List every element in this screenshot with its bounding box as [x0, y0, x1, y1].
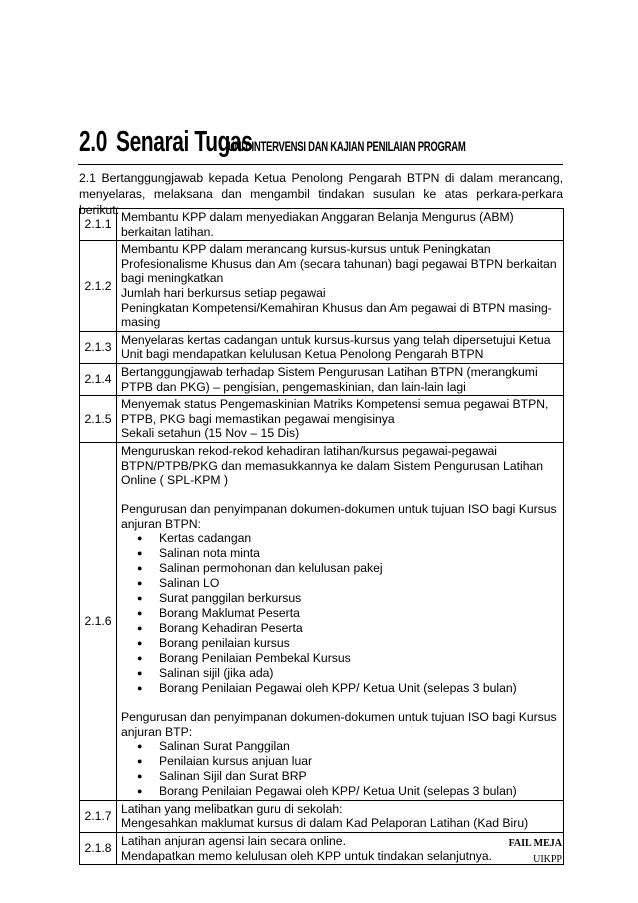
- list-item: ● Salinan nota minta: [137, 546, 561, 561]
- task-line: Membantu KPP dalam merancang kursus-kursus untuk Peningkatan Profesionalisme Khusus dan Am (secara tahunan) bagi pegawai BTPN berkaitan bagi meningkatkan: [121, 242, 557, 286]
- task-line: Pengurusan dan penyimpanan dokumen-dokumen untuk tujuan ISO bagi Kursus anjuran BTPN:: [121, 502, 557, 531]
- list-item: ● Salinan Surat Panggilan: [137, 739, 561, 754]
- task-description: [117, 833, 564, 865]
- task-number: 2.1.5: [80, 396, 117, 443]
- task-line: Membantu KPP dalam menyediakan Anggaran Belanja Mengurus (ABM) berkaitan latihan.: [121, 210, 514, 239]
- task-number: 2.1.4: [80, 363, 117, 395]
- table-row: [80, 209, 564, 241]
- list-item: ● Surat panggilan berkursus: [137, 591, 561, 606]
- task-number: 2.1.7: [80, 800, 117, 832]
- task-line: Menyelaras kertas cadangan untuk kursus-kursus yang telah dipersetujui Ketua Unit bagi mendapatkan kelulusan Ketua Penolong Pengarah BTPN: [121, 332, 551, 362]
- list-item: ● Borang penilaian kursus: [137, 636, 561, 651]
- list-item: ● Borang Kehadiran Peserta: [137, 621, 561, 636]
- task-table: [79, 208, 564, 865]
- task-number: 2.1.2: [80, 241, 117, 332]
- list-item: ● Borang Penilaian Pembekal Kursus: [137, 651, 561, 666]
- section-number: 2.0: [79, 126, 107, 158]
- task-description: [117, 396, 564, 443]
- list-item: ● Salinan LO: [137, 576, 561, 591]
- list-item: ● Salinan permohonan dan kelulusan pakej: [137, 561, 561, 576]
- unit-name: UNIT INTERVENSI DAN KAJIAN PENILAIAN PROGRAM: [228, 138, 466, 154]
- list-item: ● Borang Penilaian Pegawai oleh KPP/ Ketua Unit (selepas 3 bulan): [137, 681, 561, 696]
- table-row: [80, 442, 564, 800]
- table-row: [80, 396, 564, 443]
- list-item: ● Borang Penilaian Pegawai oleh KPP/ Ketua Unit (selepas 3 bulan): [137, 784, 561, 799]
- task-description: [117, 209, 564, 241]
- task-number: 2.1.6: [80, 442, 117, 800]
- task-description: [117, 442, 564, 800]
- task-line: Bertanggungjawab terhadap Sistem Pengurusan Latihan BTPN (merangkumi PTPB dan PKG) – pengisian, pengemaskinian, dan lain-lain lagi: [121, 364, 538, 394]
- task-number: 2.1.8: [80, 833, 117, 865]
- section-title: Senarai Tugas: [116, 126, 253, 158]
- list-item: ● Borang Maklumat Peserta: [137, 606, 561, 621]
- table-row: [80, 241, 564, 332]
- task-description: [117, 800, 564, 832]
- task-number: 2.1.3: [80, 331, 117, 363]
- footer-unit-label: UIKPP: [533, 854, 562, 865]
- btp-document-list: [121, 739, 561, 799]
- btpn-document-list: [121, 531, 561, 695]
- task-line: Mengesahkan maklumat kursus di dalam Kad Pelaporan Latihan (Kad Biru): [121, 816, 529, 831]
- task-line: Mendapatkan memo kelulusan oleh KPP untuk tindakan selanjutnya.: [121, 848, 493, 863]
- section-heading: [78, 126, 563, 165]
- task-description: [117, 331, 564, 363]
- list-item: ● Salinan sijil (jika ada): [137, 666, 561, 681]
- task-line: Sekali setahun (15 Nov – 15 Dis): [121, 426, 300, 441]
- task-line: Latihan anjuran agensi lain secara online.: [121, 834, 346, 849]
- task-line: Pengurusan dan penyimpanan dokumen-dokumen untuk tujuan ISO bagi Kursus anjuran BTP:: [121, 710, 557, 739]
- table-row: [80, 331, 564, 363]
- task-description: [117, 241, 564, 332]
- task-line: Peningkatan Kompetensi/Kemahiran Khusus dan Am pegawai di BTPN masing-masing: [121, 300, 552, 330]
- table-row: [80, 800, 564, 832]
- table-row: [80, 363, 564, 395]
- intro-paragraph: 2.1 Bertanggungjawab kepada Ketua Penolong Pengarah BTPN di dalam merancang, menyelaras, melaksana dan mengambil tindakan susulan ke atas perkara-perkara berikut:: [79, 171, 563, 217]
- task-line: Menguruskan rekod-rekod kehadiran latihan/kursus pegawai-pegawai BTPN/PTPB/PKG dan memasukkannya ke dalam Sistem Pengurusan Latihan Online ( SPL-KPM ): [121, 443, 544, 488]
- task-line: Menyemak status Pengemaskinian Matriks Kompetensi semua pegawai BTPN, PTPB, PKG bagi memastikan pegawai mengisinya: [121, 397, 549, 426]
- task-line: Jumlah hari berkursus setiap pegawai: [121, 285, 326, 300]
- task-description: [117, 363, 564, 395]
- task-line: Latihan yang melibatkan guru di sekolah:: [121, 801, 343, 816]
- footer-file-label: FAIL MEJA: [508, 838, 562, 849]
- task-number: 2.1.1: [80, 209, 117, 241]
- table-row: [80, 833, 564, 865]
- list-item: ● Kertas cadangan: [137, 531, 561, 546]
- list-item: ● Penilaian kursus anjuan luar: [137, 754, 561, 769]
- list-item: ● Salinan Sijil dan Surat BRP: [137, 769, 561, 784]
